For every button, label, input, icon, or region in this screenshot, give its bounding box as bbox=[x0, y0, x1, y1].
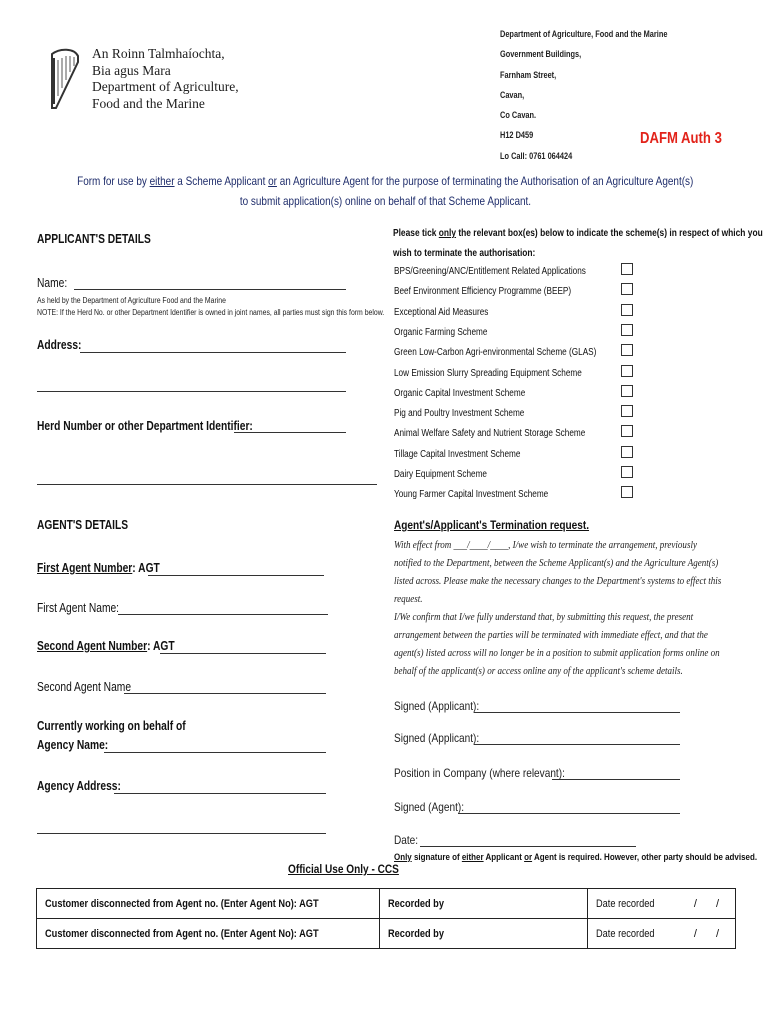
scheme-label: Organic Capital Investment Scheme bbox=[394, 387, 526, 399]
termination-line: listed across. Please make the necessary changes to the Department's systems to effect this bbox=[394, 575, 722, 587]
date-label: Date: bbox=[394, 833, 419, 847]
signed-agent-label: Signed (Agent): bbox=[394, 800, 465, 814]
scheme-checkbox[interactable] bbox=[621, 263, 633, 275]
cell-text: Customer disconnected from Agent no. (Enter Agent No): AGT bbox=[45, 927, 319, 940]
applicant-address-field-1[interactable] bbox=[80, 352, 346, 353]
agency-name-field[interactable] bbox=[104, 752, 326, 753]
logo-line-4: Food and the Marine bbox=[92, 95, 205, 111]
agency-address-field-2[interactable] bbox=[37, 833, 326, 834]
scheme-checkbox[interactable] bbox=[621, 425, 633, 437]
scheme-label: Organic Farming Scheme bbox=[394, 326, 488, 338]
agt-prefix: : AGT bbox=[132, 561, 160, 575]
cell-text: Customer disconnected from Agent no. (Enter Agent No): AGT bbox=[45, 897, 319, 910]
scheme-checkbox[interactable] bbox=[621, 446, 633, 458]
schemes-instruction bbox=[393, 224, 770, 264]
agency-address-field-1[interactable] bbox=[114, 793, 326, 794]
scheme-item bbox=[394, 322, 639, 342]
address-line: H12 D459 bbox=[500, 130, 534, 141]
scheme-label: BPS/Greening/ANC/Entitlement Related Applications bbox=[394, 266, 586, 277]
title-either: either bbox=[149, 174, 175, 188]
scheme-item bbox=[394, 261, 639, 281]
termination-line: I/We confirm that I/we fully understand that, by submitting this request, the present bbox=[394, 611, 694, 623]
scheme-item bbox=[394, 444, 639, 464]
scheme-checkbox[interactable] bbox=[621, 283, 633, 295]
instruction-only: only bbox=[438, 228, 457, 239]
signature-note bbox=[394, 852, 757, 863]
department-name bbox=[92, 46, 239, 112]
date-slashes: / / bbox=[693, 927, 727, 940]
note-either: either bbox=[461, 852, 484, 863]
signed-agent-field[interactable] bbox=[458, 813, 680, 814]
date-recorded-cell[interactable] bbox=[588, 889, 736, 919]
title-or: or bbox=[267, 174, 277, 188]
agency-address-label: Agency Address: bbox=[37, 779, 121, 793]
official-use-heading: Official Use Only - CCS bbox=[288, 862, 399, 876]
official-use-table bbox=[36, 888, 736, 949]
address-line: Department of Agriculture, Food and the Marine bbox=[500, 29, 668, 39]
scheme-item bbox=[394, 403, 639, 423]
note-text: Applicant bbox=[483, 852, 525, 863]
scheme-checkbox[interactable] bbox=[621, 385, 633, 397]
scheme-item bbox=[394, 423, 639, 443]
address-line: Farnham Street, bbox=[500, 69, 557, 80]
scheme-item bbox=[394, 383, 639, 403]
table-row bbox=[37, 889, 736, 919]
applicant-heading: APPLICANT'S DETAILS bbox=[37, 232, 151, 246]
agt-prefix: : AGT bbox=[147, 639, 175, 653]
scheme-checkbox[interactable] bbox=[621, 304, 633, 316]
date-field[interactable] bbox=[420, 846, 636, 847]
date-slashes: / / bbox=[693, 897, 727, 910]
instruction-text: Please tick bbox=[393, 228, 439, 239]
recorded-by-cell[interactable] bbox=[379, 919, 587, 949]
customer-disconnected-cell[interactable] bbox=[37, 889, 380, 919]
logo-line-1: An Roinn Talmhaíochta, bbox=[92, 46, 225, 61]
title-line-2: to submit application(s) online on behalf of that Scheme Applicant. bbox=[239, 194, 531, 208]
logo-line-2: Bia agus Mara bbox=[92, 62, 171, 78]
position-label: Position in Company (where relevant): bbox=[394, 766, 565, 780]
applicant-name-field[interactable] bbox=[74, 289, 346, 290]
recorded-by-cell[interactable] bbox=[379, 889, 587, 919]
scheme-item bbox=[394, 363, 639, 383]
table-row bbox=[37, 919, 736, 949]
scheme-label: Young Farmer Capital Investment Scheme bbox=[394, 489, 549, 501]
position-field[interactable] bbox=[552, 779, 680, 780]
scheme-item bbox=[394, 281, 639, 301]
working-on-behalf-label: Currently working on behalf of bbox=[37, 719, 186, 733]
note-only: Only bbox=[394, 852, 412, 863]
scheme-label: Tillage Capital Investment Scheme bbox=[394, 448, 521, 460]
scheme-item bbox=[394, 302, 639, 322]
agency-name-label: Agency Name: bbox=[37, 738, 109, 752]
title-text: an Agriculture Agent for the purpose of terminating the Authorisation of an Agriculture Agent(s) bbox=[276, 174, 694, 188]
address-line: Cavan, bbox=[500, 89, 525, 100]
scheme-checkbox[interactable] bbox=[621, 344, 633, 356]
scheme-item bbox=[394, 342, 639, 362]
scheme-label: Low Emission Slurry Spreading Equipment Scheme bbox=[394, 367, 582, 379]
first-agent-number-text: First Agent Number bbox=[37, 561, 133, 575]
address-line: Lo Call: 0761 064424 bbox=[500, 150, 573, 161]
cell-text: Date recorded bbox=[596, 927, 655, 940]
applicant-address-label: Address: bbox=[37, 338, 82, 352]
first-agent-number-label bbox=[37, 561, 160, 575]
second-agent-name-label: Second Agent Name bbox=[37, 680, 132, 694]
second-agent-name-field[interactable] bbox=[124, 693, 326, 694]
scheme-label: Green Low-Carbon Agri-environmental Scheme (GLAS) bbox=[394, 347, 597, 359]
instruction-line-2: wish to terminate the authorisation: bbox=[393, 248, 536, 259]
note-or: or bbox=[524, 852, 533, 863]
signed-applicant-2-field[interactable] bbox=[474, 744, 680, 745]
agent-heading: AGENT'S DETAILS bbox=[37, 518, 129, 532]
herd-number-label: Herd Number or other Department Identifier: bbox=[37, 419, 253, 433]
address-line: Government Buildings, bbox=[500, 49, 582, 60]
scheme-checkbox[interactable] bbox=[621, 466, 633, 478]
signed-applicant-1-field[interactable] bbox=[474, 712, 680, 713]
applicant-name-label: Name: bbox=[37, 276, 68, 290]
termination-text bbox=[394, 536, 770, 680]
termination-heading: Agent's/Applicant's Termination request. bbox=[394, 518, 590, 532]
note-text: Agent is required. However, other party should be advised. bbox=[532, 852, 758, 863]
termination-line: With effect from ___/____/____, I/we wish to terminate the arrangement, previously bbox=[394, 539, 697, 551]
signed-applicant-1-label: Signed (Applicant): bbox=[394, 699, 480, 713]
cell-text: Recorded by bbox=[387, 897, 444, 910]
form-code: DAFM Auth 3 bbox=[640, 130, 722, 147]
applicant-note-2: NOTE: If the Herd No. or other Department Identifier is owned in joint names, all parties must sign this form below. bbox=[37, 308, 385, 317]
customer-disconnected-cell[interactable] bbox=[37, 919, 380, 949]
signed-applicant-2-label: Signed (Applicant): bbox=[394, 731, 480, 745]
date-recorded-cell[interactable] bbox=[588, 919, 736, 949]
herd-number-field[interactable] bbox=[234, 432, 346, 433]
scheme-item bbox=[394, 484, 639, 504]
applicant-address-field-2[interactable] bbox=[37, 391, 346, 392]
logo-line-3: Department of Agriculture, bbox=[92, 79, 239, 94]
harp-icon bbox=[44, 46, 84, 116]
scheme-label: Pig and Poultry Investment Scheme bbox=[394, 408, 525, 420]
scheme-item bbox=[394, 464, 639, 484]
cell-text: Date recorded bbox=[596, 897, 655, 910]
scheme-checkbox[interactable] bbox=[621, 486, 633, 498]
second-agent-number-label bbox=[37, 639, 175, 653]
scheme-checkbox[interactable] bbox=[621, 405, 633, 417]
form-title bbox=[0, 171, 770, 211]
applicant-note-1: As held by the Department of Agriculture Food and the Marine bbox=[37, 296, 226, 305]
termination-line: behalf of the applicant(s) or access online any of the applicant's scheme details. bbox=[394, 665, 683, 677]
title-text: Form for use by bbox=[76, 174, 150, 188]
termination-line: notified to the Department, between the Scheme Applicant(s) and the Agriculture Agent(s) bbox=[394, 557, 719, 569]
second-agent-number-text: Second Agent Number bbox=[37, 639, 148, 653]
note-text: signature of bbox=[411, 852, 462, 863]
herd-number-field-2[interactable] bbox=[37, 484, 377, 485]
cell-text: Recorded by bbox=[387, 927, 444, 940]
scheme-checkbox[interactable] bbox=[621, 324, 633, 336]
title-text: a Scheme Applicant bbox=[174, 174, 268, 188]
scheme-label: Beef Environment Efficiency Programme (BEEP) bbox=[394, 286, 572, 298]
termination-line: agent(s) listed across will no longer be in a position to submit application forms online on bbox=[394, 647, 720, 659]
termination-line: arrangement between the parties will be terminated with immediate effect, and that the bbox=[394, 629, 708, 641]
address-line: Co Cavan. bbox=[500, 110, 537, 121]
first-agent-name-field[interactable] bbox=[118, 614, 328, 615]
scheme-checkbox[interactable] bbox=[621, 365, 633, 377]
first-agent-number-field[interactable] bbox=[148, 575, 324, 576]
second-agent-number-field[interactable] bbox=[160, 653, 326, 654]
instruction-text: the relevant box(es) below to indicate the scheme(s) in respect of which you bbox=[456, 228, 763, 239]
scheme-label: Exceptional Aid Measures bbox=[394, 306, 489, 318]
scheme-label: Animal Welfare Safety and Nutrient Storage Scheme bbox=[394, 428, 586, 440]
scheme-label: Dairy Equipment Scheme bbox=[394, 469, 487, 480]
termination-line: request. bbox=[394, 593, 423, 605]
first-agent-name-label: First Agent Name: bbox=[37, 601, 120, 615]
